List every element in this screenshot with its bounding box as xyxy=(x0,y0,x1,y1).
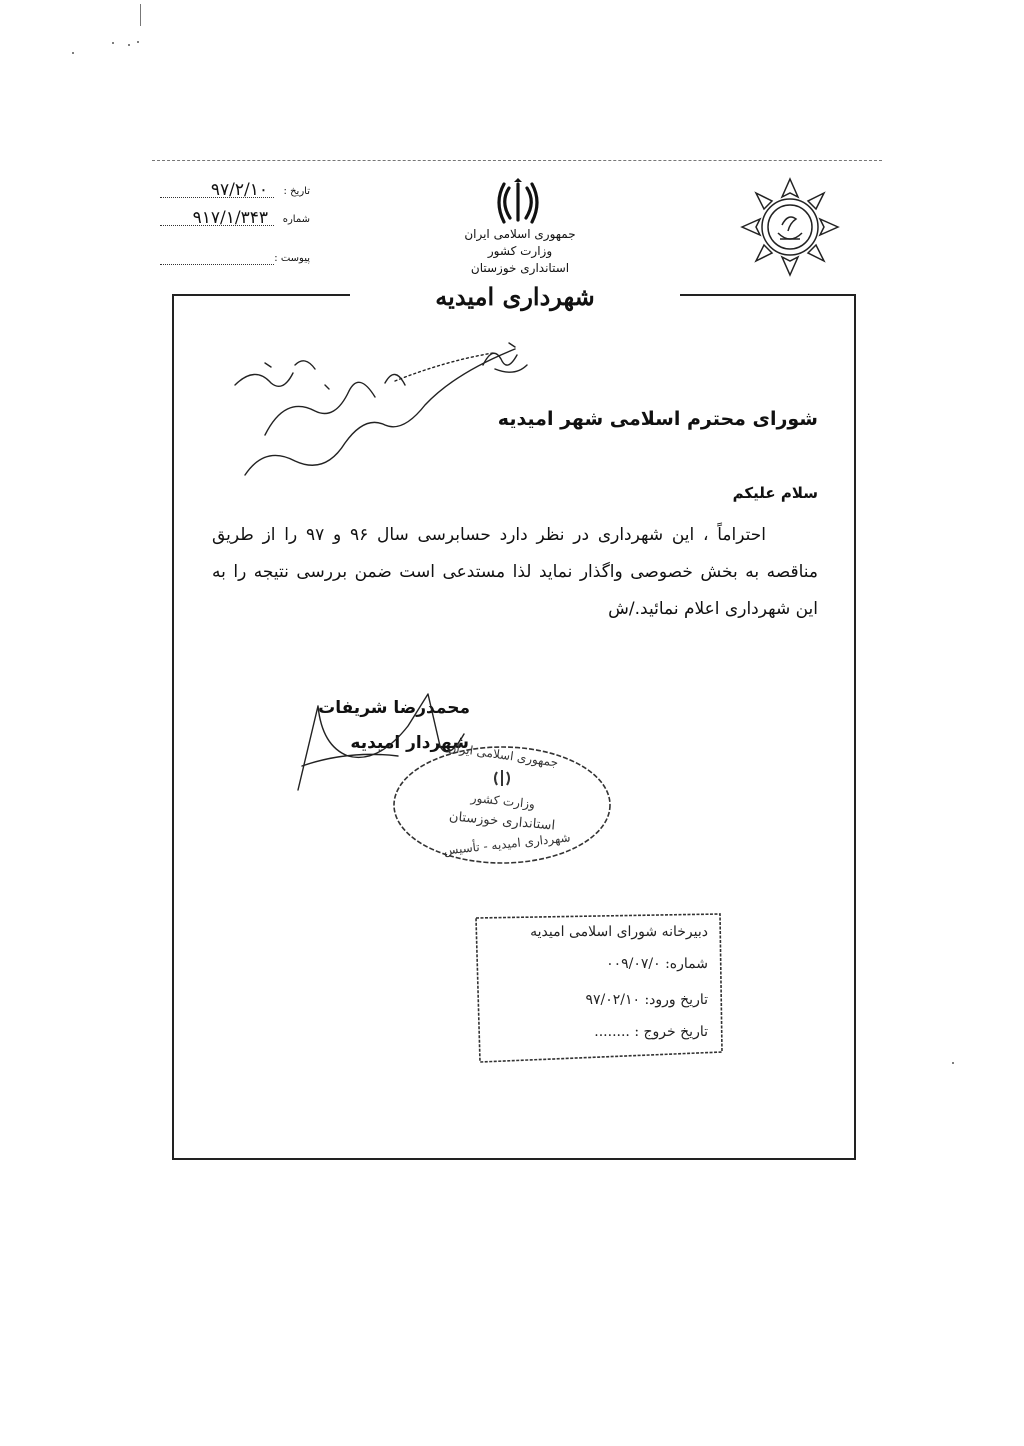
scan-speck xyxy=(72,52,74,54)
handwriting-flourish-icon xyxy=(245,349,515,475)
handwriting-top-note-icon xyxy=(483,343,527,372)
registry-number xyxy=(606,956,708,972)
signatory-title: شهردار امیدیه xyxy=(350,733,469,753)
scan-speck xyxy=(112,42,114,44)
registry-number-value: ۰۰۹/۰۷/۰ xyxy=(606,956,661,972)
government-line: وزارت کشور xyxy=(487,244,553,258)
number-label: شماره xyxy=(282,214,310,225)
recipient-line: شورای محترم اسلامی شهر امیدیه xyxy=(497,408,818,430)
handwriting-margin-line-icon xyxy=(235,361,315,387)
attachment-dotted-line xyxy=(160,264,274,265)
oval-stamp-line: استانداری خوزستان xyxy=(448,809,556,834)
scan-speck xyxy=(952,1062,954,1064)
government-line: استانداری خوزستان xyxy=(470,261,570,275)
signatory-name: محمدرضا شریفات xyxy=(318,698,470,718)
scan-artifact-line xyxy=(140,4,141,26)
municipality-logo-icon xyxy=(738,175,842,279)
government-line: جمهوری اسلامی ایران xyxy=(464,227,576,241)
council-registry-stamp xyxy=(472,912,724,1064)
government-header xyxy=(400,226,640,277)
official-oval-stamp xyxy=(388,740,616,870)
number-value: ۹۱۷/۱/۳۴۳ xyxy=(192,208,268,228)
registry-entry-date xyxy=(585,992,708,1008)
handwriting-dotted-stroke-icon xyxy=(395,353,493,381)
top-cut-line xyxy=(152,160,882,161)
number-field xyxy=(160,208,310,231)
attachment-field xyxy=(160,250,310,270)
letter-body-text: احتراماً ، این شهرداری در نظر دارد حسابرسی سال ۹۶ و ۹۷ را از طریق مناقصه به بخش خصوصی واگذار نماید لذا مستدعی است ضمن بررسی نتیجه را به این شهرداری اعلام نمائید./ش xyxy=(212,525,818,619)
registry-exit-date-label: تاریخ خروج : xyxy=(634,1024,708,1040)
attachment-label: پیوست : xyxy=(274,253,310,264)
date-value: ۹۷/۲/۱۰ xyxy=(210,180,268,200)
scan-speck xyxy=(128,44,130,46)
registry-entry-date-label: تاریخ ورود: xyxy=(644,992,708,1008)
scan-speck xyxy=(137,41,139,43)
registry-entry-date-value: ۹۷/۰۲/۱۰ xyxy=(585,992,640,1008)
oval-stamp-line: شهرداری امیدیه - تأسیس xyxy=(442,830,572,858)
date-label: تاریخ : xyxy=(283,186,310,197)
letter-body xyxy=(212,517,818,628)
greeting-line: سلام علیکم xyxy=(732,484,818,502)
oval-stamp-line: وزارت کشور xyxy=(470,790,536,812)
oval-stamp-line: جمهوری اسلامی ایران xyxy=(446,740,560,770)
registry-number-label: شماره: xyxy=(665,956,708,972)
registry-exit-date-value: ........ xyxy=(594,1024,630,1040)
national-emblem-icon xyxy=(492,176,544,228)
municipality-title: شهرداری امیدیه xyxy=(350,281,680,313)
date-field xyxy=(160,180,310,203)
registry-exit-date xyxy=(594,1024,708,1040)
registry-title: دبیرخانه شورای اسلامی امیدیه xyxy=(530,924,708,940)
handwritten-referral-note xyxy=(225,325,545,485)
